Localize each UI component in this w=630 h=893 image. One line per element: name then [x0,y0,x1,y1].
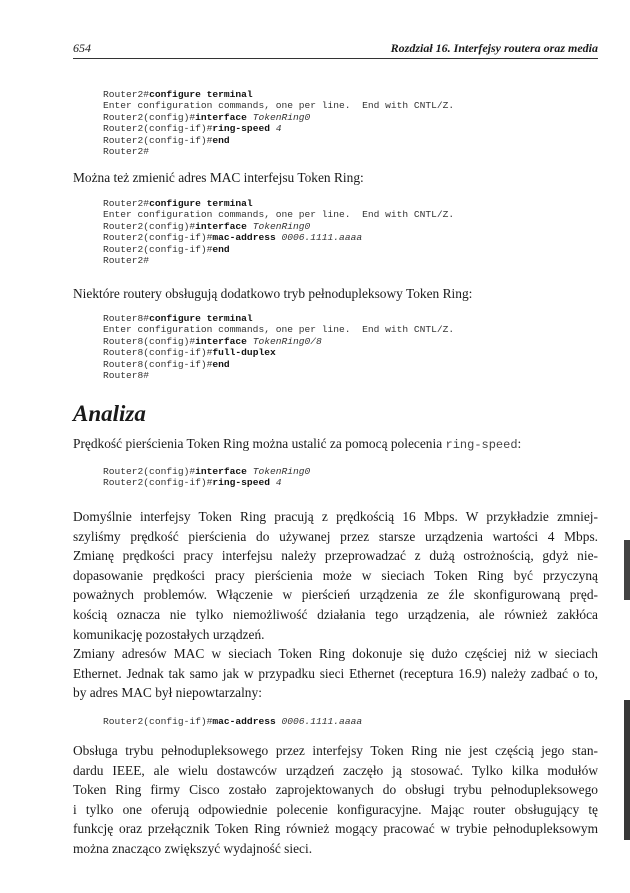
text-line: i tylko one oferują odpowiednie polecenie konfiguracyjne. Mając router obsługujący tę [73,801,598,817]
code-line [103,255,454,266]
code-line [103,123,454,134]
code-line [103,716,362,727]
code-line [103,221,454,232]
code-prompt: Router2# [103,254,150,266]
running-head: Rozdział 16. Interfejsy routera oraz media [390,41,598,55]
code-command: full-duplex [212,347,276,359]
code-command: interface [195,335,253,347]
code-line [103,359,454,370]
code-prompt: Router8(config)# [103,335,196,347]
code-command: ring-speed [212,123,276,135]
code-command: interface [195,111,253,123]
code-line [103,244,454,255]
code-command: mac-address [212,716,282,727]
code-line [103,135,454,146]
code-prompt: Router8# [103,369,150,381]
code-command: interface [195,220,253,232]
text-line: dardu IEEE, ale wielu dostawców urządzeń zaczęło ją stosować. Tylko kilka modułów [73,762,598,778]
text-line: Zmiany adresów MAC w sieciach Token Ring dokonuje się dużo częściej niż w sieciach [73,646,598,661]
text-line: szyliśmy prędkość pierścienia do używanej przez starsze urządzenia wartości 4 Mbps. [73,528,598,544]
code-prompt: Router2(config)# [103,466,196,477]
code-line [103,477,310,488]
code-command: configure terminal [149,89,253,100]
text-line: Obsługa trybu pełnodupleksowego przez interfejsy Token Ring nie jest częścią jego stan- [73,743,598,758]
code-block-mac-address-short [103,716,362,727]
text-line: dopasowanie prędkości pracy pierścienia może w sieciach Token Ring być przyczyną [73,567,598,583]
code-prompt: Enter configuration commands, one per line. End with CNTL/Z. [103,324,455,336]
code-line [103,232,454,243]
code-prompt: Router2(config)# [103,111,196,123]
code-argument: 0006.1111.aaaa [281,716,363,727]
paragraph-mac-changes [73,644,598,703]
paragraph-tail: : [517,436,522,451]
code-prompt: Router2# [103,89,150,100]
text-line: Domyślnie interfejsy Token Ring pracują z prędkością 16 Mbps. W przykładzie zmniej- [73,509,598,524]
code-prompt: Router2(config-if)# [103,477,213,489]
code-line [103,209,454,220]
code-block-full-duplex [103,313,454,381]
code-prompt: Router2(config-if)# [103,243,213,255]
header-rule [73,58,598,59]
code-line [103,313,454,324]
code-command: mac-address [212,232,282,244]
code-prompt: Router8(config-if)# [103,347,213,359]
paragraph-text: Prędkość pierścienia Token Ring można ustalić za pomocą polecenia [73,436,446,451]
code-prompt: Router2(config-if)# [103,232,213,244]
text-line: kością oznacza nie tylko niemożliwość działania tego urządzenia, ale również zakłóca [73,606,598,622]
section-title: Analiza [73,401,146,426]
code-line [103,146,454,157]
code-prompt: Router2# [103,145,150,157]
code-prompt: Enter configuration commands, one per line. End with CNTL/Z. [103,100,455,112]
page-edge-shadow [624,700,630,840]
paragraph-full-duplex-intro: Niektóre routery obsługują dodatkowo tryb pełnodupleksowy Token Ring: [73,286,473,301]
page-number: 654 [73,41,91,55]
code-line [103,336,454,347]
code-argument: TokenRing0 [252,111,311,123]
code-prompt: Router8# [103,313,150,324]
paragraph-mac-intro: Można też zmienić adres MAC interfejsu Token Ring: [73,170,364,185]
code-argument: 4 [275,477,282,489]
code-prompt: Router2(config-if)# [103,134,213,146]
code-line [103,198,454,209]
paragraph-default-speed [73,507,598,644]
code-prompt: Router8(config-if)# [103,358,213,370]
text-line: by adres MAC był niepowtarzalny: [73,685,262,701]
code-command: end [212,243,230,255]
page-header [73,41,598,57]
code-prompt: Router2(config-if)# [103,123,213,135]
text-line: komunikację pozostałych urządzeń. [73,626,265,642]
code-argument: TokenRing0 [252,220,311,232]
code-command: configure terminal [149,313,253,324]
code-block-mac-address [103,198,454,266]
code-prompt: Router2(config-if)# [103,716,213,727]
code-command: end [212,358,230,370]
text-line: poważnych problemów. Włączenie w pierścień urządzenia ze źle skonfigurowaną pręd- [73,587,598,603]
code-line [103,112,454,123]
text-line: Ethernet. Jednak tak samo jak w przypadku sieci Ethernet (receptura 16.9) należy zadbać o to, [73,665,598,681]
code-argument: TokenRing0 [252,466,311,477]
code-block-ring-speed [103,89,454,157]
code-command: ring-speed [212,477,276,489]
text-line: Token Ring firmy Cisco zostało zaprojektowanych do obsługi trybu pełnodupleksowego [73,782,598,798]
code-line [103,100,454,111]
code-command: configure terminal [149,198,253,209]
inline-code-ring-speed: ring-speed [445,438,518,452]
code-block-ring-speed-short [103,466,310,489]
code-line [103,466,310,477]
code-line [103,89,454,100]
paragraph-full-duplex-support [73,741,598,859]
code-command: interface [195,466,253,477]
code-line [103,324,454,335]
code-prompt: Router2# [103,198,150,209]
code-line [103,347,454,358]
code-argument: 4 [275,123,282,135]
text-line: Zmianę prędkości pracy interfejsu należy przeprowadzać z dużą ostrożnością, gdyż nie- [73,548,598,564]
text-line: funkcję oraz przełącznik Token Ring również mogący pracować w trybie pełnodupleksowym można znacząco zwiększyć wydajność sieci. [73,821,598,856]
code-prompt: Router2(config)# [103,220,196,232]
code-command: end [212,134,230,146]
code-argument: TokenRing0/8 [252,335,322,347]
page-edge-shadow [624,540,630,600]
code-prompt: Enter configuration commands, one per line. End with CNTL/Z. [103,209,455,221]
paragraph-ring-speed-command [73,434,598,456]
code-line [103,370,454,381]
code-argument: 0006.1111.aaaa [281,232,363,244]
